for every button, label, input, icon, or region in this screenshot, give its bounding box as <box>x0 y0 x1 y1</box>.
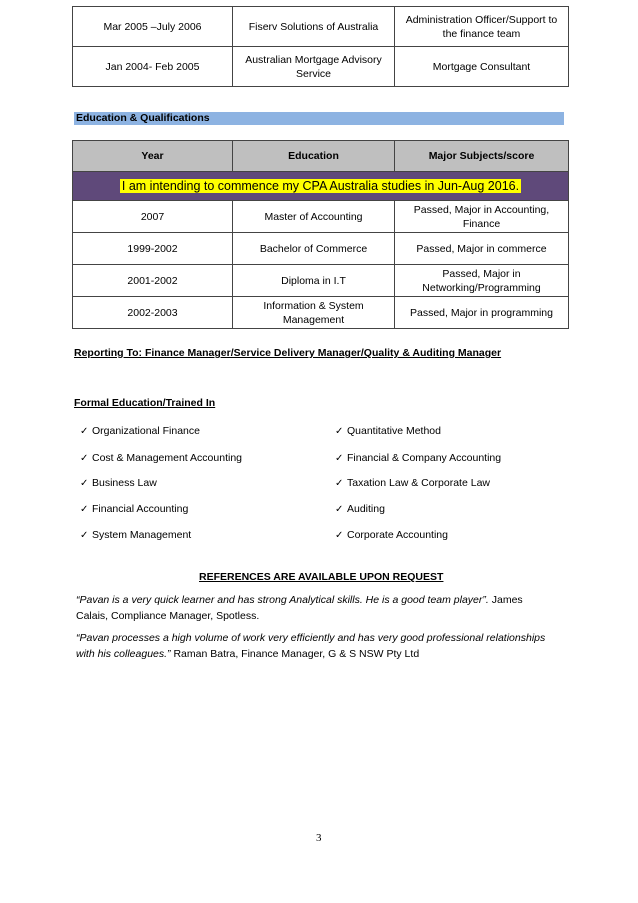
reporting-to: Reporting To: Finance Manager/Service Delivery Manager/Quality & Auditing Manager <box>74 347 502 359</box>
highlight-cell <box>73 172 569 201</box>
header-education: Education <box>233 141 395 172</box>
check-icon: ✓ <box>80 504 89 515</box>
table-row <box>73 47 569 87</box>
list-item: ✓ Financial & Company Accounting <box>335 452 502 464</box>
check-icon: ✓ <box>80 426 89 437</box>
check-icon: ✓ <box>335 530 344 541</box>
employment-period: Jan 2004- Feb 2005 <box>73 47 233 87</box>
page-number: 3 <box>316 832 322 844</box>
edu-year: 2001-2002 <box>73 265 233 297</box>
table-row <box>73 7 569 47</box>
edu-education: Master of Accounting <box>233 201 395 233</box>
list-item: ✓ Auditing <box>335 503 385 515</box>
employment-company: Australian Mortgage Advisory Service <box>233 47 395 87</box>
check-icon: ✓ <box>80 530 89 541</box>
education-section-title: Education & Qualifications <box>74 112 564 125</box>
employment-role: Administration Officer/Support to the finance team <box>395 7 569 47</box>
edu-education: Information & System Management <box>233 297 395 329</box>
edu-year: 2007 <box>73 201 233 233</box>
check-icon: ✓ <box>80 453 89 464</box>
check-icon: ✓ <box>335 426 344 437</box>
cpa-note: I am intending to commence my CPA Australia studies in Jun-Aug 2016. <box>121 178 520 193</box>
reference-1: “Pavan is a very quick learner and has strong Analytical skills. He is a good team player”. James Calais, Compliance Manager, Spotless. <box>76 594 523 622</box>
header-major: Major Subjects/score <box>395 141 569 172</box>
edu-major: Passed, Major in Networking/Programming <box>395 265 569 297</box>
check-icon: ✓ <box>335 504 344 515</box>
highlight-row <box>73 172 569 201</box>
list-item: ✓ Quantitative Method <box>335 425 441 437</box>
employment-period: Mar 2005 –July 2006 <box>73 7 233 47</box>
check-icon: ✓ <box>335 453 344 464</box>
list-item: ✓ Taxation Law & Corporate Law <box>335 477 490 489</box>
table-row <box>73 233 569 265</box>
reference-2: “Pavan processes a high volume of work very efficiently and has very good professional relationships with his colleagues.” Raman Batra, Finance Manager, G & S NSW Pty Ltd <box>76 632 546 660</box>
formal-education-title: Formal Education/Trained In <box>74 397 216 409</box>
employment-table <box>72 6 569 87</box>
edu-year: 2002-2003 <box>73 297 233 329</box>
list-item: ✓ Corporate Accounting <box>335 529 448 541</box>
edu-major: Passed, Major in programming <box>395 297 569 329</box>
table-header-row <box>73 141 569 172</box>
check-icon: ✓ <box>335 478 344 489</box>
check-icon: ✓ <box>80 478 89 489</box>
list-item: ✓ Financial Accounting <box>80 503 189 515</box>
table-row <box>73 201 569 233</box>
employment-company: Fiserv Solutions of Australia <box>233 7 395 47</box>
education-table <box>72 140 569 329</box>
list-item: ✓ System Management <box>80 529 192 541</box>
edu-education: Diploma in I.T <box>233 265 395 297</box>
edu-major: Passed, Major in commerce <box>395 233 569 265</box>
table-row <box>73 297 569 329</box>
list-item: ✓ Business Law <box>80 477 157 489</box>
edu-year: 1999-2002 <box>73 233 233 265</box>
employment-role: Mortgage Consultant <box>395 47 569 87</box>
edu-major: Passed, Major in Accounting, Finance <box>395 201 569 233</box>
list-item: ✓ Organizational Finance <box>80 425 200 437</box>
references-title: REFERENCES ARE AVAILABLE UPON REQUEST <box>199 571 444 583</box>
header-year: Year <box>73 141 233 172</box>
list-item: ✓ Cost & Management Accounting <box>80 452 243 464</box>
edu-education: Bachelor of Commerce <box>233 233 395 265</box>
table-row <box>73 265 569 297</box>
